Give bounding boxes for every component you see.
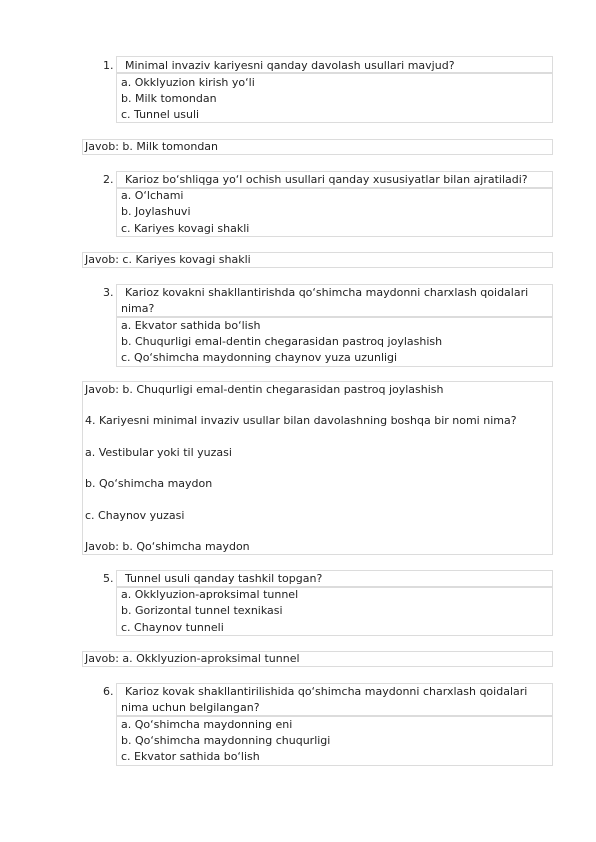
option-a: a. Vestibular yoki til yuzasi <box>85 446 232 459</box>
question-text: Karioz bo‘shliqga yo‘l ochish usullari qanday xususiyatlar bilan ajratiladi? <box>125 173 528 186</box>
answer-3-question-4-box <box>82 381 553 555</box>
question-text: Minimal invaziv kariyesni qanday davolash usullari mavjud? <box>125 59 455 72</box>
option-c: c. Ekvator sathida bo‘lish <box>121 750 260 763</box>
question-number: 6. <box>103 685 114 698</box>
question-number: 5. <box>103 572 114 585</box>
answer-4: Javob: b. Qo‘shimcha maydon <box>85 540 250 553</box>
option-b: b. Chuqurligi emal-dentin chegarasidan pastroq joylashish <box>121 335 443 348</box>
answer-3: Javob: b. Chuqurligi emal-dentin chegarasidan pastroq joylashish <box>85 383 444 396</box>
question-2 <box>103 172 528 188</box>
option-b: b. Qo‘shimcha maydon <box>85 477 213 490</box>
question-text-line-1: Karioz kovakni shakllantirishda qo‘shimcha maydonni charxlash qoidalari <box>125 286 529 299</box>
question-1 <box>103 58 455 74</box>
question-number: 2. <box>103 173 114 186</box>
question-text: Tunnel usuli qanday tashkil topgan? <box>125 572 323 585</box>
option-a: a. Okklyuzion-aproksimal tunnel <box>121 588 299 601</box>
option-a: a. O‘lchami <box>121 189 184 202</box>
question-5 <box>103 571 322 587</box>
question-3 <box>103 285 528 301</box>
question-text-line-1: Karioz kovak shakllantirilishida qo‘shimcha maydonni charxlash qoidalari <box>125 685 528 698</box>
option-b: b. Gorizontal tunnel texnikasi <box>121 604 283 617</box>
option-b: b. Qo‘shimcha maydonning chuqurligi <box>121 734 331 747</box>
option-c: c. Chaynov yuzasi <box>85 509 185 522</box>
question-4: 4. Kariyesni minimal invaziv usullar bilan davolashning boshqa bir nomi nima? <box>85 414 517 427</box>
option-c: c. Qo‘shimcha maydonning chaynov yuza uzunligi <box>121 351 398 364</box>
question-6 <box>103 684 527 700</box>
option-c: c. Tunnel usuli <box>121 108 200 121</box>
option-c: c. Chaynov tunneli <box>121 621 224 634</box>
answer-5: Javob: a. Okklyuzion-aproksimal tunnel <box>85 652 300 665</box>
question-number: 1. <box>103 59 114 72</box>
question-text-line-2: nima uchun belgilangan? <box>121 701 260 714</box>
option-b: b. Milk tomondan <box>121 92 217 105</box>
option-a: a. Okklyuzion kirish yo‘li <box>121 76 255 89</box>
option-a: a. Qo‘shimcha maydonning eni <box>121 718 293 731</box>
question-text-line-2: nima? <box>121 302 155 315</box>
answer-1: Javob: b. Milk tomondan <box>85 140 219 153</box>
option-b: b. Joylashuvi <box>121 205 191 218</box>
option-c: c. Kariyes kovagi shakli <box>121 222 250 235</box>
question-number: 3. <box>103 286 114 299</box>
option-a: a. Ekvator sathida bo‘lish <box>121 319 261 332</box>
answer-2: Javob: c. Kariyes kovagi shakli <box>85 253 251 266</box>
